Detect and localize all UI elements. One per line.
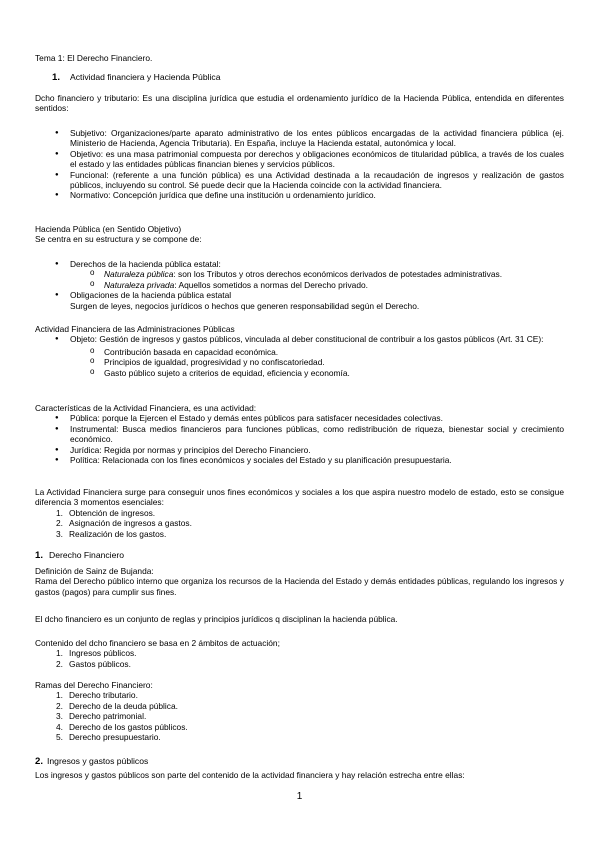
subheading: Hacienda Pública (en Sentido Objetivo) — [35, 224, 182, 234]
section-number: 2. — [35, 756, 44, 767]
list-item: 2. Gastos públicos. — [56, 658, 131, 669]
subheading: Actividad Financiera de las Administraciones Públicas — [35, 324, 235, 334]
list-item: 3. Derecho patrimonial. — [56, 711, 147, 722]
paragraph: Los ingresos y gastos públicos son parte del contenido de la actividad financiera y hay relación estrecha entre ellas: — [35, 770, 465, 780]
subheading: Definición de Sainz de Bujanda: — [35, 566, 154, 576]
section-title: Ingresos y gastos públicos — [47, 756, 149, 766]
ramas-block — [35, 680, 564, 742]
section-title: Derecho Financiero — [49, 550, 125, 560]
sub-list-item: o Principios de igualdad, progresividad y no confiscatoriedad. — [35, 357, 564, 367]
subheading: Ramas del Derecho Financiero: — [35, 680, 153, 690]
list-item: ● Pública: porque la Ejercen el Estado y demás entes públicos para satisfacer necesidades colectivas. — [35, 413, 564, 423]
sub-list-item: o Naturaleza privada: Aquellos sometidos a normas del Derecho privado. — [35, 280, 564, 290]
list-item: ● Jurídica: Regida por normas y principios del Derecho Financiero. — [35, 445, 564, 455]
section-number: 1. — [35, 550, 44, 561]
list-item: 3. Realización de los gastos. — [56, 528, 167, 539]
list-item: 5. Derecho presupuestario. — [56, 732, 161, 743]
momentos-block — [35, 487, 564, 539]
paragraph: La Actividad Financiera surge para conseguir unos fines económicos y sociales a los que aspira nuestro modelo de estado, esto se consigue diferencia 3 momentos esenciales: — [35, 487, 564, 508]
sub-list-item: o Contribución basada en capacidad económica. — [35, 347, 564, 357]
paragraph: Rama del Derecho público interno que organiza los recursos de la Hacienda del Estado y demás entidades públicas, regulando los ingresos y gastos (pagos) para cumplir sus fines. — [35, 576, 564, 597]
section-heading-1 — [52, 72, 564, 83]
intro-paragraph: Dcho financiero y tributario: Es una disciplina jurídica que estudia el ordenamiento jurídico de la Hacienda Pública, entendida en diferentes sentidos: — [35, 93, 564, 114]
list-item: 2. Asignación de ingresos a gastos. — [56, 518, 192, 529]
list-item: ● Funcional: (referente a una función pública) es una Actividad destinada a la recaudación de ingresos y realización de gastos públicos, incluyendo su control. Sé puede decir que la Hacienda coincide con la actividad financiera. — [35, 170, 564, 191]
list-item: ● Normativo: Concepción jurídica que define una institución u ordenamiento jurídico. — [35, 190, 564, 200]
caracteristicas-block — [35, 403, 564, 465]
list-item: ● Política: Relacionada con los fines económicos y sociales del Estado y su planificación presupuestaria. — [35, 455, 564, 465]
sub-list-item: o Naturaleza pública: son los Tributos y otros derechos económicos derivados de potestades administrativas. — [35, 269, 564, 279]
list-item: ● Objetivo: es una masa patrimonial compuesta por derechos y obligaciones económicos de titularidad pública, a través de los cuales el estado y las entidades públicas financian bienes y servicios públicos. — [35, 149, 564, 170]
list-item: ● Objeto: Gestión de ingresos y gastos públicos, vinculada al deber constitucional de contribuir a los gastos públicos (Art. 31 CE): — [35, 334, 564, 344]
hacienda-publica-block — [35, 224, 564, 245]
list-item: ● Subjetivo: Organizaciones/parte aparato administrativo de los entes públicos encargadas de la actividad financiera pública (ej. Ministerio de Hacienda, Agencia Tributaria). En España, incluye la Hacienda estatal, autonómica y local. — [35, 128, 564, 149]
term: Naturaleza pública — [104, 269, 174, 280]
hacienda-components — [35, 259, 564, 311]
list-item: 1. Obtención de ingresos. — [56, 507, 156, 518]
list-item: 1. Ingresos públicos. — [56, 648, 137, 659]
list-item: ● Obligaciones de la hacienda pública estatal Surgen de leyes, negocios jurídicos o hechos que generen responsabilidad según el Derecho. — [35, 290, 564, 311]
actividad-financiera-block — [35, 324, 564, 378]
list-item: 1. Derecho tributario. — [56, 690, 138, 701]
contenido-block — [35, 638, 564, 669]
document-title: Tema 1: El Derecho Financiero. — [35, 53, 153, 63]
subheading: Características de la Actividad Financiera, es una actividad: — [35, 403, 257, 413]
definicion-block — [35, 566, 564, 597]
paragraph: El dcho financiero es un conjunto de reglas y principios jurídicos q disciplinan la hacienda pública. — [35, 614, 398, 624]
paragraph: Se centra en su estructura y se compone de: — [35, 234, 202, 245]
list-item: ● Instrumental: Busca medios financieros para funciones públicas, como redistribución de riqueza, bienestar social y crecimiento económico. — [35, 424, 564, 445]
section-number: 1. — [52, 72, 61, 83]
section-heading-3 — [35, 756, 564, 767]
section-heading-2 — [35, 550, 564, 561]
senses-list — [35, 128, 564, 201]
subheading: Contenido del dcho financiero se basa en 2 ámbitos de actuación; — [35, 638, 280, 648]
term: Naturaleza privada — [104, 279, 175, 290]
list-item: 2. Derecho de la deuda pública. — [56, 700, 178, 711]
sub-list-item: o Gasto público sujeto a criterios de equidad, eficiencia y economía. — [35, 368, 564, 378]
section-title: Actividad financiera y Hacienda Pública — [70, 72, 221, 82]
page-number: 1 — [296, 791, 303, 802]
list-item: ● Derechos de la hacienda pública estatal: — [35, 259, 564, 269]
list-item: 4. Derecho de los gastos públicos. — [56, 721, 188, 732]
